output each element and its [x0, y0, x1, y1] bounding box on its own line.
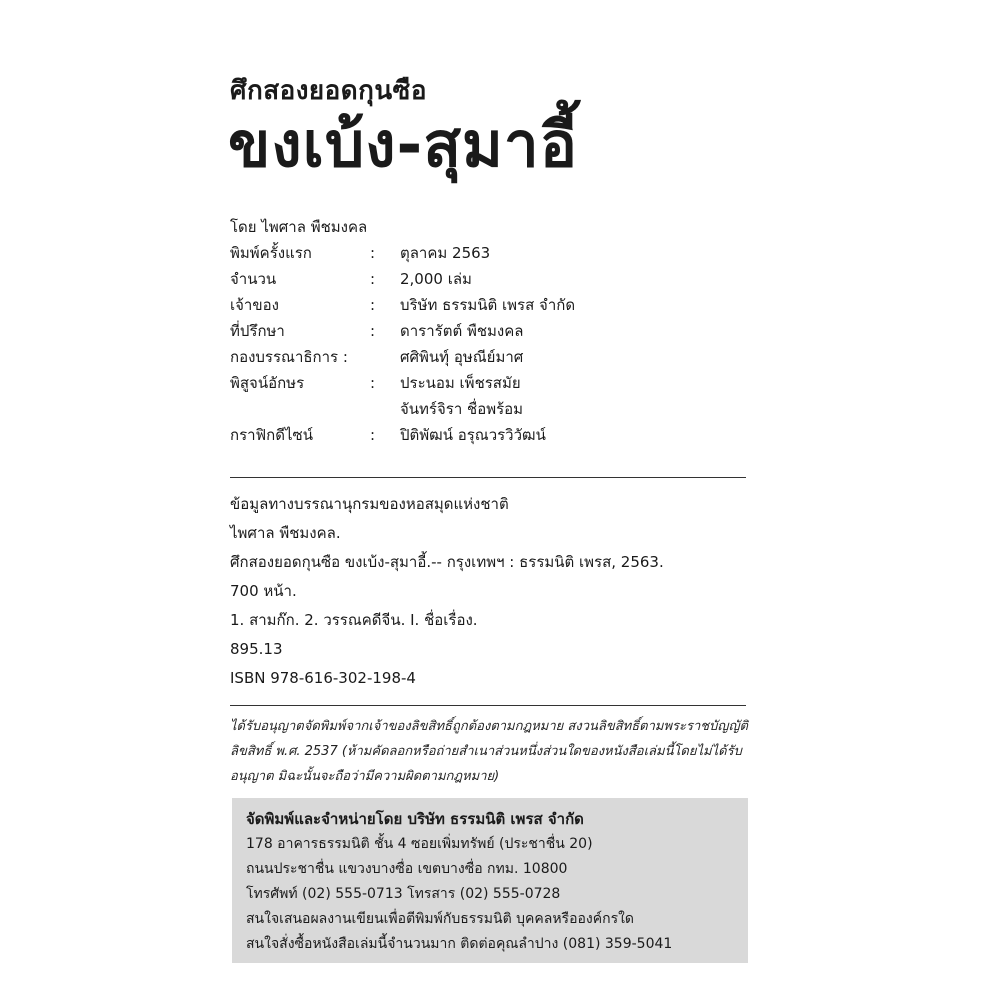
- publisher-district: ถนนประชาชื่น แขวงบางซื่อ เขตบางซื่อ กทม. 10800: [246, 861, 568, 877]
- credit-colon: :: [370, 244, 376, 262]
- publisher-bulk-order-note: สนใจสั่งซื้อหนังสือเล่มนี้จำนวนมาก ติดต่อคุณลำปาง (081) 359-5041: [246, 936, 673, 952]
- publisher-submission-note: สนใจเสนอผลงานเขียนเพื่อตีพิมพ์กับธรรมนิติ บุคคลหรือองค์กรใด: [246, 911, 635, 927]
- credit-value: บริษัท ธรรมนิติ เพรส จำกัด: [400, 296, 576, 314]
- credit-value: จันทร์จิรา ชื่อพร้อม: [400, 400, 524, 418]
- credit-label: เจ้าของ: [230, 296, 279, 314]
- author-line: โดย ไพศาล พืชมงคล: [230, 218, 368, 236]
- book-title: ขงเบ้ง-สุมาอี้: [228, 108, 578, 181]
- credits-section: [230, 214, 750, 448]
- credit-row-advisor: [230, 318, 750, 344]
- credit-colon: :: [370, 374, 376, 392]
- credit-row-first-print: [230, 240, 750, 266]
- credit-colon: :: [370, 426, 376, 444]
- catalog-line: ศึกสองยอดกุนซือ ขงเบ้ง-สุมาอี้.-- กรุงเทพฯ : ธรรมนิติ เพรส, 2563.: [230, 553, 664, 571]
- publisher-title: จัดพิมพ์และจำหน่ายโดย บริษัท ธรรมนิติ เพรส จำกัด: [246, 810, 584, 828]
- credit-label: จำนวน: [230, 270, 277, 288]
- credit-colon: :: [370, 322, 376, 340]
- catalog-line: ไพศาล พืชมงคล.: [230, 524, 341, 542]
- catalog-line: 1. สามก๊ก. 2. วรรณคดีจีน. I. ชื่อเรื่อง.: [230, 611, 478, 629]
- credit-row-proofreading: [230, 370, 750, 422]
- publisher-address: 178 อาคารธรรมนิติ ชั้น 4 ซอยเพิ่มทรัพย์ (ประชาชื่น 20): [246, 836, 593, 852]
- catalog-line: 895.13: [230, 640, 283, 658]
- book-subtitle: ศึกสองยอดกุนซือ: [230, 76, 427, 106]
- divider-bottom: [230, 705, 746, 706]
- credit-value: ปิติพัฒน์ อรุณวรวิวัฒน์: [400, 426, 546, 444]
- credit-label: ที่ปรึกษา: [230, 322, 285, 340]
- credit-value: ศศิพินทุ์ อุษณีย์มาศ: [400, 348, 524, 366]
- credit-value: ตุลาคม 2563: [400, 244, 491, 262]
- credit-value: ประนอม เพ็ชรสมัย: [400, 374, 521, 392]
- credit-label: พิสูจน์อักษร: [230, 374, 305, 392]
- credit-row-owner: [230, 292, 750, 318]
- credit-colon: [370, 344, 400, 370]
- credit-value: 2,000 เล่ม: [400, 270, 472, 288]
- credit-row-quantity: [230, 266, 750, 292]
- credit-row-editorial: [230, 344, 750, 370]
- cataloging-data: [230, 490, 746, 693]
- catalog-line: 700 หน้า.: [230, 582, 297, 600]
- credit-label: พิมพ์ครั้งแรก: [230, 244, 312, 262]
- catalog-heading: ข้อมูลทางบรรณานุกรมของหอสมุดแห่งชาติ: [230, 495, 509, 513]
- copyright-notice: ได้รับอนุญาตจัดพิมพ์จากเจ้าของลิขสิทธิ์ถูกต้องตามกฎหมาย สงวนลิขสิทธิ์ตามพระราชบัญญัติลิขสิทธิ์ พ.ศ. 2537 (ห้ามคัดลอกหรือถ่ายสำเนาส่วนหนึ่งส่วนใดของหนังสือเล่มนี้โดยไม่ได้รับอนุญาต มิฉะนั้นจะถือว่ามีความผิดตามกฎหมาย): [230, 719, 748, 784]
- credit-value: ดารารัตต์ พืชมงคล: [400, 322, 524, 340]
- credit-row-graphic-design: [230, 422, 750, 448]
- divider-top: [230, 477, 746, 478]
- publisher-info-box: [232, 798, 748, 963]
- credit-colon: :: [370, 270, 376, 288]
- credit-colon: :: [370, 296, 376, 314]
- publisher-phone: โทรศัพท์ (02) 555-0713 โทรสาร (02) 555-0728: [246, 886, 561, 902]
- credit-label: กองบรรณาธิการ :: [230, 348, 348, 366]
- credit-label: กราฟิกดีไซน์: [230, 426, 313, 444]
- catalog-isbn: ISBN 978-616-302-198-4: [230, 669, 416, 687]
